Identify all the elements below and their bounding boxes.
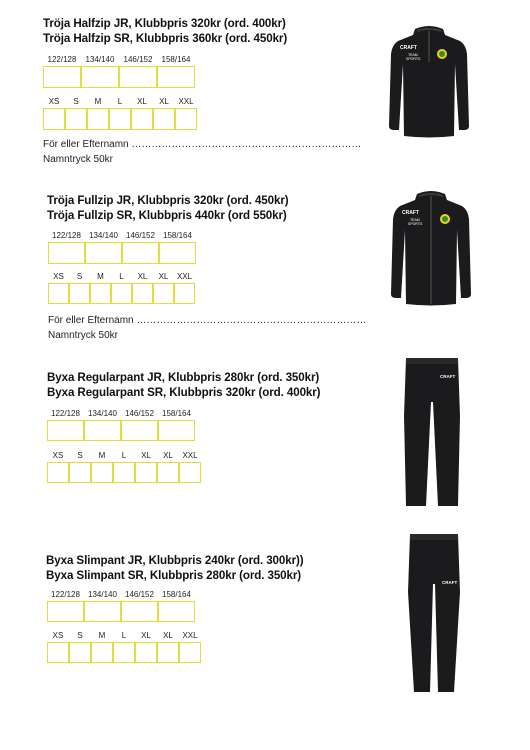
size-box[interactable] (48, 242, 85, 264)
size-box[interactable] (47, 642, 69, 663)
size-box[interactable] (87, 108, 109, 130)
size-box[interactable] (135, 642, 157, 663)
size-box[interactable] (159, 242, 196, 264)
size-label: XS (48, 97, 60, 106)
size-label: 158/164 (162, 590, 191, 599)
title-jr: Byxa Slimpant JR, Klubbpris 240kr (ord. 300kr)) (46, 554, 304, 567)
size-box[interactable] (157, 642, 179, 663)
size-label: L (119, 272, 124, 281)
size-label: L (121, 451, 127, 460)
size-label: 122/128 (47, 55, 77, 64)
size-label: XL (163, 631, 173, 640)
size-box[interactable] (47, 601, 84, 622)
svg-text:CRAFT: CRAFT (440, 374, 456, 379)
size-box[interactable] (84, 601, 121, 622)
svg-text:CRAFT: CRAFT (402, 210, 419, 216)
size-label: 134/140 (88, 590, 117, 599)
title-sr: Tröja Halfzip SR, Klubbpris 360kr (ord. 450kr) (43, 32, 288, 45)
size-box[interactable] (91, 462, 113, 483)
title-sr: Tröja Fullzip SR, Klubbpris 440kr (ord 550kr) (47, 209, 287, 222)
size-box[interactable] (113, 642, 135, 663)
size-box[interactable] (111, 283, 132, 304)
size-label: XXL (182, 451, 198, 460)
size-box[interactable] (158, 420, 195, 441)
size-label: M (98, 631, 106, 640)
svg-text:TEAM: TEAM (408, 53, 418, 57)
size-box[interactable] (119, 66, 157, 88)
size-label: XS (52, 631, 64, 640)
size-box[interactable] (109, 108, 131, 130)
size-box[interactable] (121, 601, 158, 622)
size-label: 122/128 (51, 409, 80, 418)
svg-text:CRAFT: CRAFT (442, 580, 458, 585)
size-box[interactable] (122, 242, 159, 264)
size-box[interactable] (121, 420, 158, 441)
size-label: 158/164 (163, 231, 192, 240)
size-box[interactable] (43, 108, 65, 130)
size-label: XL (158, 272, 169, 281)
size-box[interactable] (69, 283, 90, 304)
size-box[interactable] (48, 283, 69, 304)
size-box[interactable] (132, 283, 153, 304)
size-label: M (94, 97, 102, 106)
size-box[interactable] (153, 283, 174, 304)
name-print-price: Namntryck 50kr (43, 154, 114, 165)
size-label: XXL (176, 272, 193, 281)
size-box[interactable] (135, 462, 157, 483)
size-label: XS (52, 451, 64, 460)
title-sr: Byxa Regularpant SR, Klubbpris 320kr (ord. 400kr) (47, 386, 321, 399)
size-box[interactable] (81, 66, 119, 88)
size-box[interactable] (175, 108, 197, 130)
svg-text:TEAM: TEAM (410, 218, 420, 222)
size-box[interactable] (179, 462, 201, 483)
adult-size-row (47, 631, 201, 663)
adult-size-row (43, 97, 197, 130)
title-jr: Byxa Regularpant JR, Klubbpris 280kr (ord. 350kr) (47, 371, 320, 384)
size-box[interactable] (174, 283, 195, 304)
size-label: XL (137, 97, 147, 106)
size-box[interactable] (90, 283, 111, 304)
size-label: M (97, 272, 104, 281)
title-jr: Tröja Fullzip JR, Klubbpris 320kr (ord. 450kr) (47, 194, 289, 207)
size-label: XXL (178, 97, 194, 106)
size-box[interactable] (69, 462, 91, 483)
size-label: L (121, 631, 127, 640)
size-label: 122/128 (52, 231, 81, 240)
size-label: M (98, 451, 106, 460)
kid-size-row (47, 590, 195, 622)
title-jr: Tröja Halfzip JR, Klubbpris 320kr (ord. 400kr) (43, 17, 286, 30)
svg-text:CRAFT: CRAFT (400, 45, 417, 51)
size-label: 134/140 (88, 409, 117, 418)
size-label: XL (159, 97, 169, 106)
halfzip-jacket-image (388, 22, 470, 140)
size-box[interactable] (47, 420, 84, 441)
size-label: XL (141, 451, 151, 460)
size-label: XL (137, 272, 148, 281)
size-box[interactable] (179, 642, 201, 663)
size-label: 134/140 (89, 231, 118, 240)
size-box[interactable] (43, 66, 81, 88)
size-box[interactable] (131, 108, 153, 130)
size-label: S (76, 272, 83, 281)
size-box[interactable] (85, 242, 122, 264)
size-label: 158/164 (162, 409, 191, 418)
name-print-price: Namntryck 50kr (48, 330, 119, 341)
size-label: S (77, 631, 83, 640)
size-label: 158/164 (161, 55, 191, 64)
size-label: 134/140 (85, 55, 115, 64)
size-box[interactable] (153, 108, 175, 130)
svg-text:SPORTS: SPORTS (408, 222, 423, 226)
size-box[interactable] (91, 642, 113, 663)
size-box[interactable] (157, 462, 179, 483)
size-label: S (73, 97, 79, 106)
size-label: XL (141, 631, 151, 640)
size-label: 122/128 (51, 590, 80, 599)
svg-text:SPORTS: SPORTS (406, 57, 421, 61)
size-box[interactable] (113, 462, 135, 483)
kid-size-row (47, 409, 195, 441)
size-label: L (117, 97, 123, 106)
kid-size-row (48, 231, 196, 264)
adult-size-row (48, 272, 195, 304)
size-box[interactable] (47, 462, 69, 483)
size-label: 146/152 (126, 231, 155, 240)
size-box[interactable] (157, 66, 195, 88)
name-print-line: För eller Efternamn …………………………………………………………… (43, 139, 362, 150)
size-label: XL (163, 451, 173, 460)
size-box[interactable] (158, 601, 195, 622)
size-box[interactable] (84, 420, 121, 441)
size-label: XXL (182, 631, 198, 640)
size-box[interactable] (69, 642, 91, 663)
title-sr: Byxa Slimpant SR, Klubbpris 280kr (ord. 350kr) (46, 569, 302, 582)
size-label: 146/152 (125, 590, 154, 599)
kid-size-row (43, 55, 195, 88)
regularpant-image (398, 356, 466, 508)
size-label: S (77, 451, 83, 460)
adult-size-row (47, 451, 201, 483)
size-label: XS (53, 272, 64, 281)
size-label: 146/152 (125, 409, 154, 418)
size-label: 146/152 (123, 55, 153, 64)
fullzip-jacket-image (390, 188, 472, 308)
slimpant-image (400, 532, 468, 694)
name-print-line: För eller Efternamn …………………………………………………………… (48, 315, 367, 326)
size-box[interactable] (65, 108, 87, 130)
